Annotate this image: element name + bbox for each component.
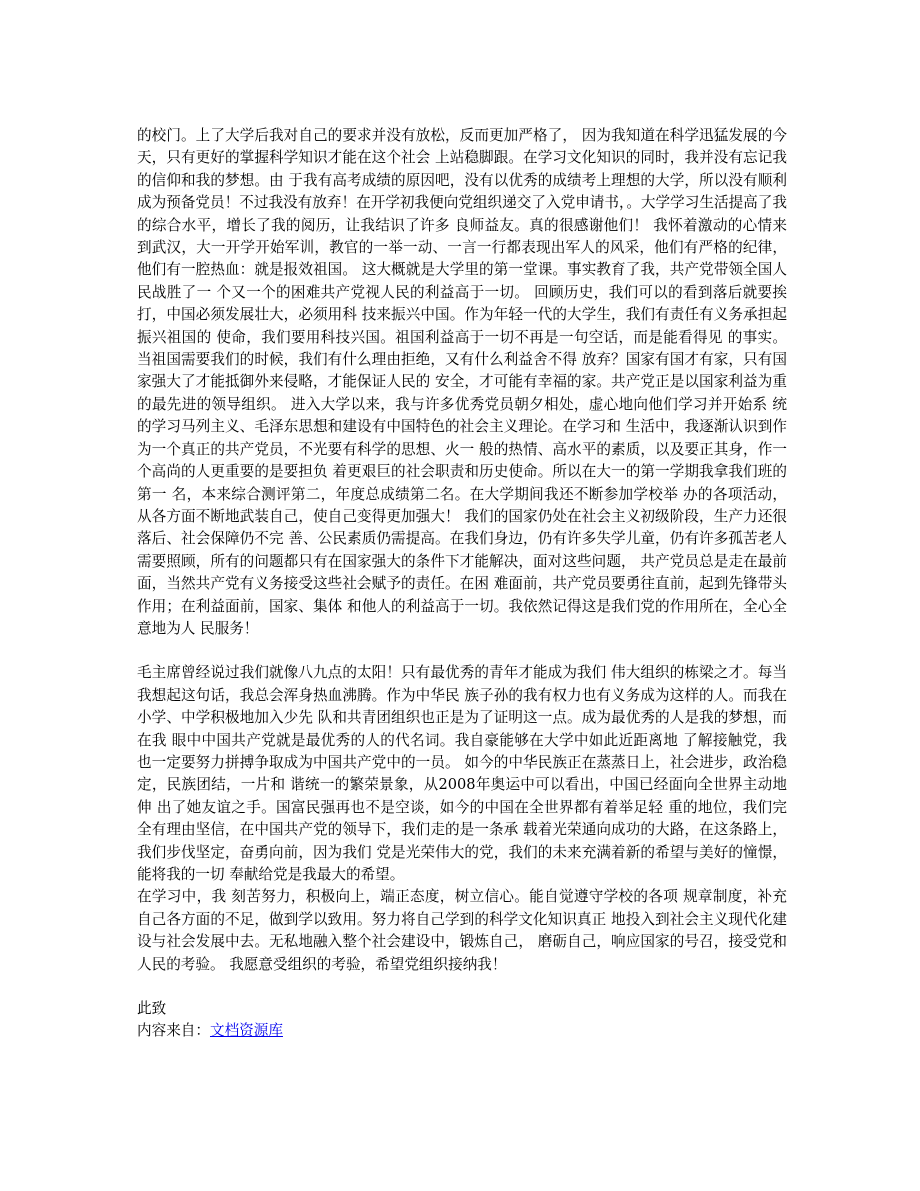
- paragraph-3: 在学习中，我 刻苦努力，积极向上，端正态度，树立信心。能自觉遵守学校的各项 规章制度，补充自己各方面的不足，做到学以致用。努力将自己学到的科学文化知识真正 地投入到社会主义现代化建设与社会发展中去。无私地融入整个社会建设中，锻炼自己， 磨砺自己，响应国家的号召，接受党和人民的考验。 我愿意受组织的考验，希望党组织接纳我！: [137, 888, 787, 973]
- closing-salutation: 此致: [137, 1000, 167, 1018]
- source-line: [137, 1020, 787, 1042]
- paragraph-2: 毛主席曾经说过我们就像八九点的太阳！只有最优秀的青年才能成为我们 伟大组织的栋梁之才。每当我想起这句话，我总会浑身热血沸腾。作为中华民 族子孙的我有权力也有义务成为这样的人。而我在小学、中学积极地加入少先 队和共青团组织也正是为了证明这一点。成为最优秀的人是我的梦想，而在我 眼中中国共产党就是最优秀的人的代名词。我自豪能够在大学中如此近距离地 了解接触党，我也一定要努力拼搏争取成为中国共产党中的一员。 如今的中华民族正在蒸蒸日上，社会进步，政治稳定，民族团结，一片和 谐统一的繁荣景象，从2008年奥运中可以看出，中国已经面向全世界主动地伸 出了她友谊之手。国富民强再也不是空谈，如今的中国在全世界都有着举足轻 重的地位，我们完全有理由坚信，在中国共产党的领导下，我们走的是一条承 载着光荣通向成功的大路，在这条路上，我们步伐坚定，奋勇向前，因为我们 党是光荣伟大的党，我们的未来充满着新的希望与美好的憧憬，能将我的一切 奉献给党是我最大的希望。: [137, 664, 787, 883]
- paragraph-1: 的校门。上了大学后我对自己的要求并没有放松，反而更加严格了， 因为我知道在科学迅猛发展的今天，只有更好的掌握科学知识才能在这个社会 上站稳脚跟。在学习文化知识的同时，我并没有忘记我的信仰和我的梦想。由 于我有高考成绩的原因吧，没有以优秀的成绩考上理想的大学，所以没有顺利 成为预备党员！不过我没有放弃！在开学初我便向党组织递交了入党申请书，。大学学习生活提高了我的综合水平，增长了我的阅历，让我结识了许多 良师益友。真的很感谢他们！ 我怀着激动的心情来到武汉，大一开学开始军训，教官的一举一动、一言一行都表现出军人的风采，他们有严格的纪律，他们有一腔热血：就是报效祖国。 这大概就是大学里的第一堂课。事实教育了我，共产党带领全国人民战胜了一 个又一个的困难共产党视人民的利益高于一切。 回顾历史，我们可以的看到落后就要挨打，中国必须发展壮大，必须用科 技来振兴中国。作为年轻一代的大学生，我们有责任有义务承担起振兴祖国的 使命，我们要用科技兴国。祖国利益高于一切不再是一句空话，而是能看得见 的事实。当祖国需要我们的时候，我们有什么理由拒绝，又有什么利益舍不得 放弃？国家有国才有家，只有国家强大了才能抵御外来侵略，才能保证人民的 安全，才可能有幸福的家。共产党正是以国家利益为重的最先进的领导组织。 进入大学以来，我与许多优秀党员朝夕相处，虚心地向他们学习并开始系 统的学习马列主义、毛泽东思想和建设有中国特色的社会主义理论。在学习和 生活中，我逐渐认识到作为一个真正的共产党员，不光要有科学的思想、火一 般的热情、高水平的素质，以及要正其身，作一个高尚的人更重要的是要担负 着更艰巨的社会职责和历史使命。所以在大一的第一学期我拿我们班的第一 名，本来综合测评第二，年度总成绩第二名。在大学期间我还不断参加学校举 办的各项活动，从各方面不断地武装自己，使自己变得更加强大！ 我们的国家仍处在社会主义初级阶段，生产力还很落后、社会保障仍不完 善、公民素质仍需提高。在我们身边，仍有许多失学儿童，仍有许多孤苦老人 需要照顾，所有的问题都只有在国家强大的条件下才能解决，面对这些问题， 共产党员总是走在最前面，当然共产党有义务接受这些社会赋予的责任。在困 难面前，共产党员要勇往直前，起到先锋带头作用；在利益面前，国家、集体 和他人的利益高于一切。我依然记得这是我们党的作用所在，全心全意地为人 民服务！: [137, 127, 787, 637]
- source-label: 内容来自：: [137, 1022, 210, 1040]
- document-body: [137, 125, 787, 1043]
- source-link[interactable]: 文档资源库: [209, 1022, 283, 1040]
